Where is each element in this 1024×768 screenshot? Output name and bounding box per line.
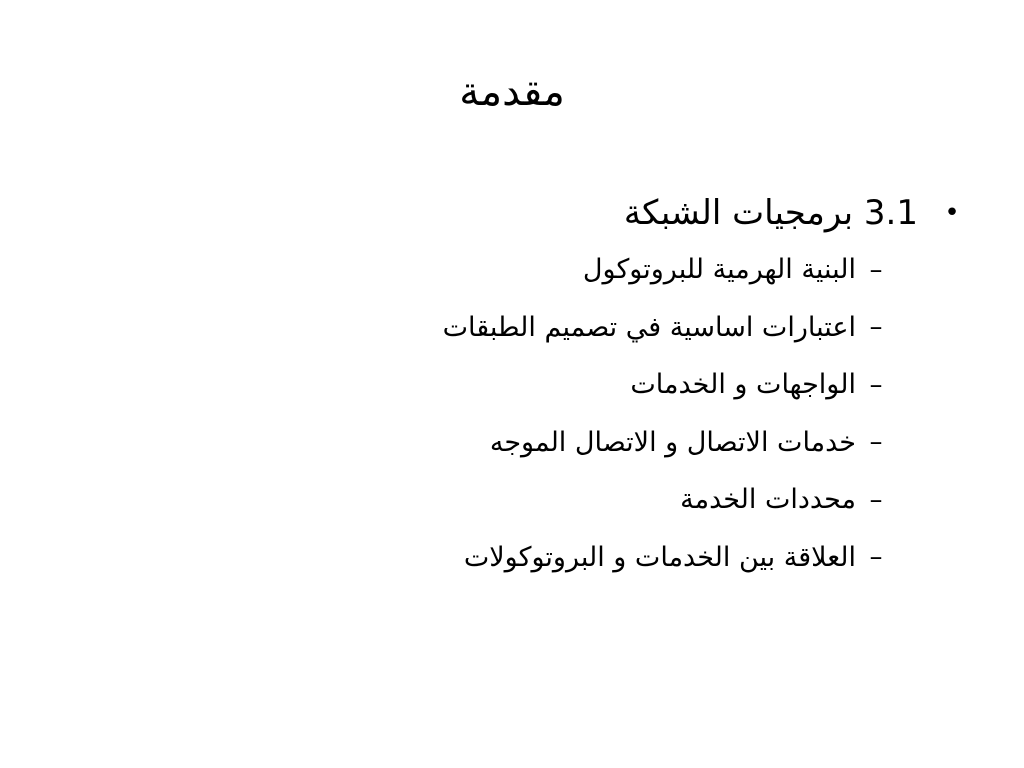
dash-icon: – <box>869 542 883 573</box>
sub-bullet-item <box>404 414 884 472</box>
sub-bullet-item <box>404 471 884 529</box>
sub-bullet-text: البنية الهرمية للبروتوكول <box>582 254 856 286</box>
sub-bullet-text: اعتبارات اساسية في تصميم الطبقات <box>442 311 856 343</box>
dash-icon: – <box>869 254 883 285</box>
sub-bullet-item <box>404 241 884 299</box>
slide-title: مقدمة <box>459 69 565 115</box>
sub-bullet-item <box>404 299 884 357</box>
sub-bullet-text: العلاقة بين الخدمات و البروتوكولات <box>463 541 856 573</box>
sub-bullet-text: محددات الخدمة <box>680 484 856 516</box>
sub-bullet-item <box>404 356 884 414</box>
main-bullet <box>404 185 964 241</box>
sub-bullet-text: الواجهات و الخدمات <box>630 369 856 401</box>
bullet-icon: • <box>944 198 960 228</box>
slide-content <box>404 185 964 586</box>
main-bullet-text: 3.1 برمجيات الشبكة <box>623 193 918 233</box>
sub-bullet-list <box>404 241 964 586</box>
dash-icon: – <box>869 484 883 515</box>
dash-icon: – <box>869 427 883 458</box>
dash-icon: – <box>869 312 883 343</box>
sub-bullet-item <box>404 529 884 587</box>
dash-icon: – <box>869 369 883 400</box>
sub-bullet-text: خدمات الاتصال و الاتصال الموجه <box>489 426 856 458</box>
